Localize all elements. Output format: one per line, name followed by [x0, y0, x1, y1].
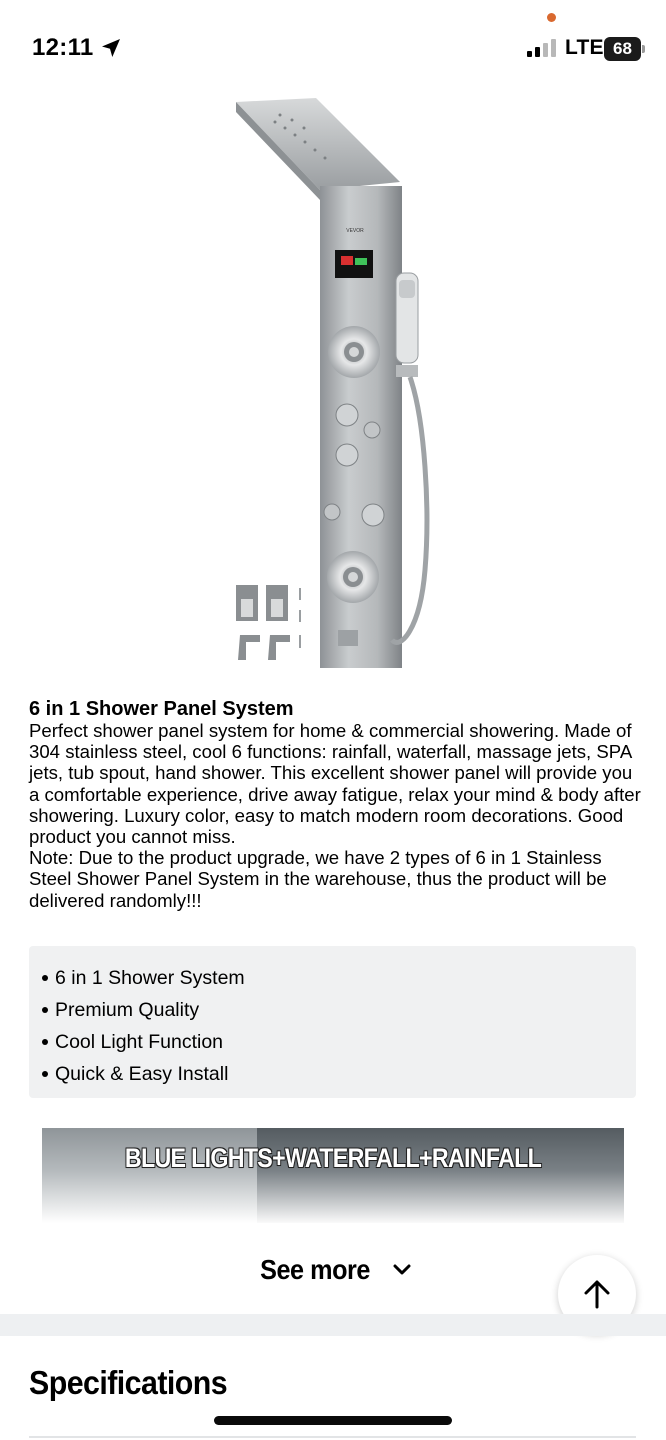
list-item: 6 in 1 Shower System	[42, 962, 636, 994]
bullet-icon	[42, 1039, 48, 1045]
privacy-indicator-dot	[547, 13, 556, 22]
product-image	[220, 90, 450, 675]
specifications-heading: Specifications	[29, 1364, 228, 1401]
home-indicator[interactable]	[214, 1416, 452, 1425]
chevron-down-icon	[392, 1263, 412, 1277]
status-bar	[0, 0, 666, 90]
location-arrow-icon	[99, 36, 123, 60]
battery-icon	[604, 37, 646, 61]
battery-level: 68	[604, 37, 641, 61]
list-item: Cool Light Function	[42, 1026, 636, 1058]
svg-text:VEVOR: VEVOR	[346, 228, 364, 234]
product-title: 6 in 1 Shower Panel System	[29, 698, 294, 720]
see-more-label: See more	[260, 1254, 370, 1285]
product-description	[29, 698, 641, 911]
section-divider	[0, 1314, 666, 1336]
list-item: Quick & Easy Install	[42, 1058, 636, 1090]
description-text: Perfect shower panel system for home & commercial showering. Made of 304 stainless steel, cool 6 functions: rainfall, waterfall, massage jets, SPA jets, tub spout, hand shower. This excellent shower panel will provide you a comfortable experience, drive away fatigue, relax your mind & body after showering. Luxury color, easy to match modern room decorations. Good product you cannot miss.	[29, 720, 641, 848]
specifications-divider	[29, 1436, 636, 1438]
bullet-icon	[42, 975, 48, 981]
arrow-up-icon	[582, 1278, 612, 1310]
bullet-icon	[42, 1071, 48, 1077]
network-type: LTE	[565, 36, 604, 59]
status-time: 12:11	[32, 34, 94, 61]
bullet-icon	[42, 1007, 48, 1013]
feature-list	[29, 946, 636, 1098]
banner-text: BLUE LIGHTS+WATERFALL+RAINFALL	[124, 1143, 542, 1173]
cellular-signal-icon	[527, 38, 559, 58]
feature-banner-image	[42, 1128, 624, 1223]
description-note: Note: Due to the product upgrade, we have 2 types of 6 in 1 Stainless Steel Shower Panel System in the warehouse, thus the product will be delivered randomly!!!	[29, 847, 607, 911]
list-item: Premium Quality	[42, 994, 636, 1026]
